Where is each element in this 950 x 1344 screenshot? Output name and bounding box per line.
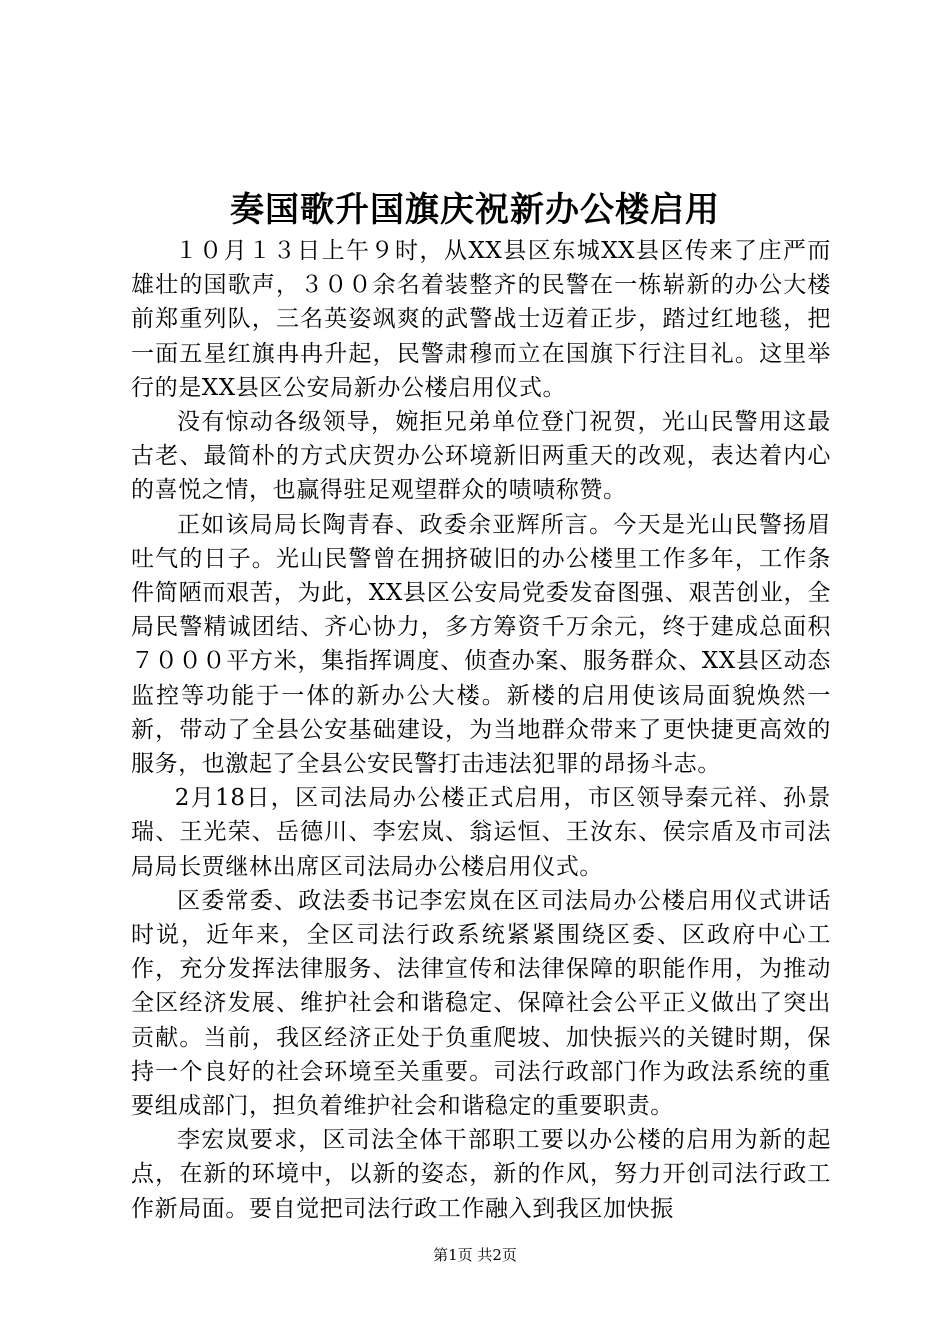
document-body	[131, 234, 831, 1226]
paragraph-3: 正如该局局长陶青春、政委余亚辉所言。今天是光山民警扬眉吐气的日子。光山民警曾在拥挤破旧的办公楼里工作多年，工作条件简陋而艰苦，为此，XX县区公安局党委发奋图强、艰苦创业，全局民警精诚团结、齐心协力，多方筹资千万余元，终于建成总面积７０００平方米，集指挥调度、侦查办案、服务群众、XX县区动态监控等功能于一体的新办公大楼。新楼的启用使该局面貌焕然一新，带动了全县公安基础建设，为当地群众带来了更快捷更高效的服务，也激起了全县公安民警打击违法犯罪的昂扬斗志。	[131, 511, 831, 778]
paragraph-2: 没有惊动各级领导，婉拒兄弟单位登门祝贺，光山民警用这最古老、最简朴的方式庆贺办公环境新旧两重天的改观，表达着内心的喜悦之情，也赢得驻足观望群众的啧啧称赞。	[131, 409, 831, 504]
page-number-footer: 第1页 共2页	[433, 1246, 517, 1264]
paragraph-6: 李宏岚要求，区司法全体干部职工要以办公楼的启用为新的起点，在新的环境中，以新的姿态，新的作风，努力开创司法行政工作新局面。要自觉把司法行政工作融入到我区加快振	[131, 1127, 831, 1222]
document-title: 奏国歌升国旗庆祝新办公楼启用	[230, 190, 720, 230]
paragraph-1: １０月１３日上午９时，从XX县区东城XX县区传来了庄严而雄壮的国歌声，３００余名着装整齐的民警在一栋崭新的办公大楼前郑重列队，三名英姿飒爽的武警战士迈着正步，踏过红地毯，把一面五星红旗冉冉升起，民警肃穆而立在国旗下行注目礼。这里举行的是XX县区公安局新办公楼启用仪式。	[131, 238, 831, 401]
paragraph-4: 2月18日，区司法局办公楼正式启用，市区领导秦元祥、孙景瑞、王光荣、岳德川、李宏岚、翁运恒、王汝东、侯宗盾及市司法局局长贾继林出席区司法局办公楼启用仪式。	[131, 785, 831, 880]
paragraph-5: 区委常委、政法委书记李宏岚在区司法局办公楼启用仪式讲话时说，近年来，全区司法行政系统紧紧围绕区委、区政府中心工作，充分发挥法律服务、法律宣传和法律保障的职能作用，为推动全区经济发展、维护社会和谐稳定、保障社会公平正义做出了突出贡献。当前，我区经济正处于负重爬坡、加快振兴的关键时期，保持一个良好的社会环境至关重要。司法行政部门作为政法系统的重要组成部门，担负着维护社会和谐稳定的重要职责。	[131, 887, 831, 1120]
